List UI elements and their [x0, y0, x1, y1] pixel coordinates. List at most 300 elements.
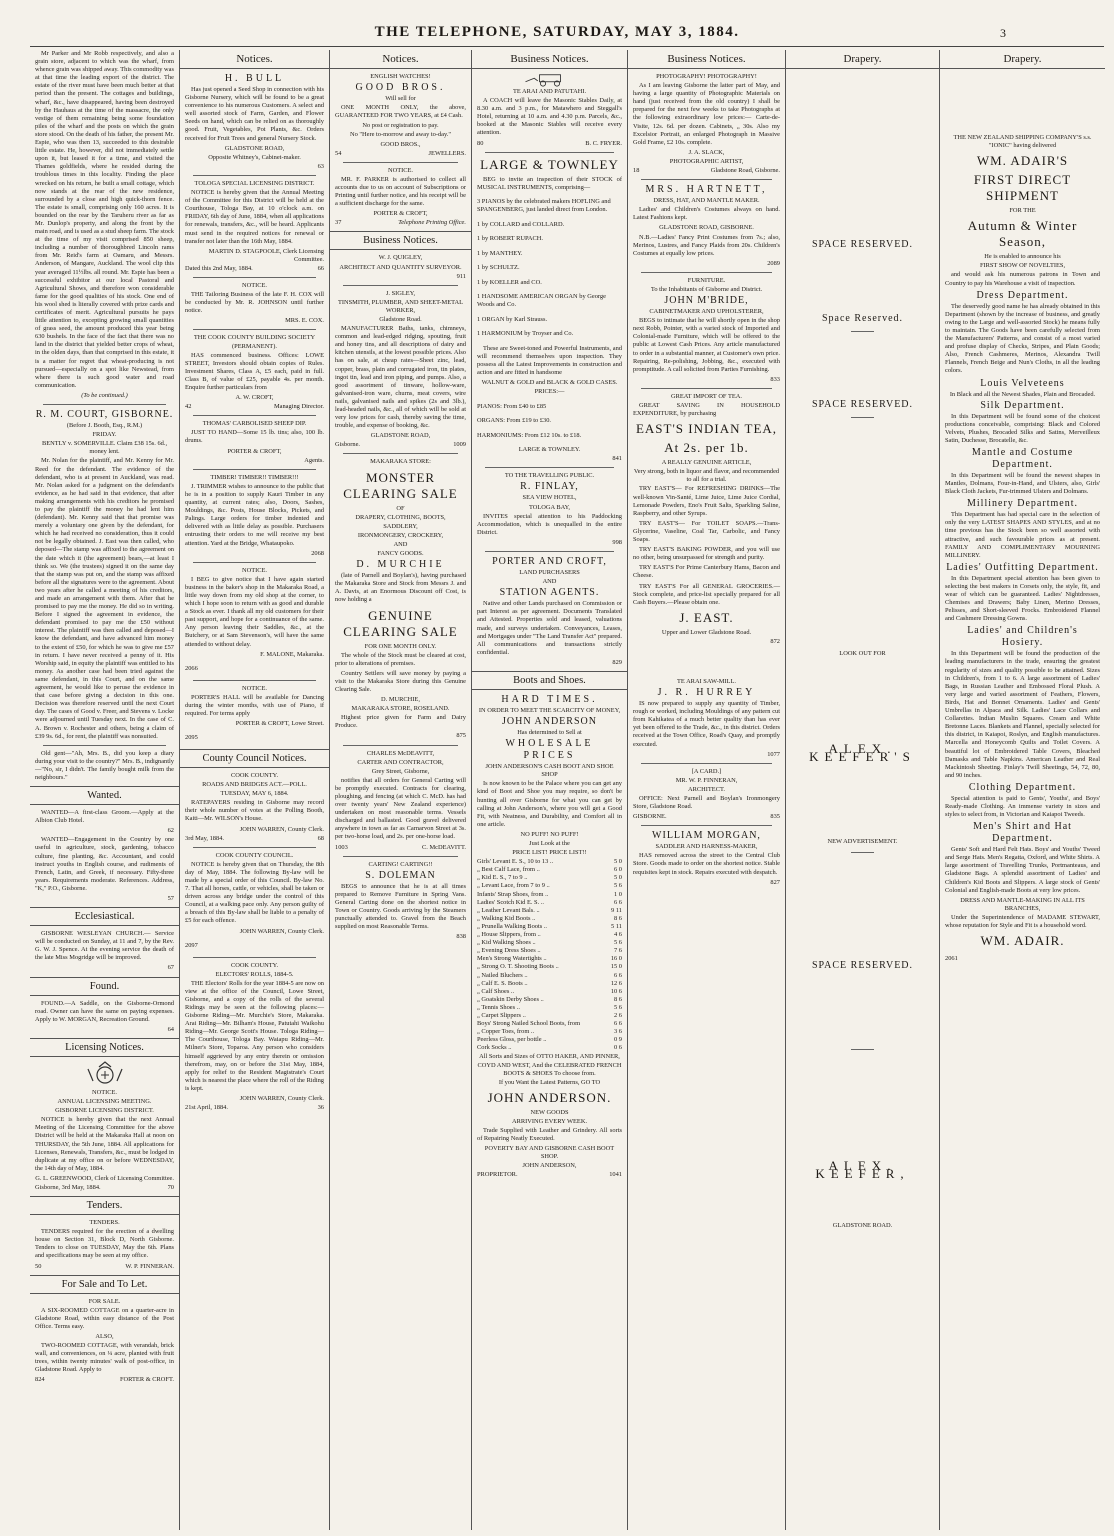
price-item: „ Goatskin Derby Shoes .. — [477, 995, 544, 1003]
notice-title: NOTICE. — [241, 684, 268, 692]
finneran-name: MR. W. P. FINNERAN, — [675, 776, 738, 784]
price-list-table — [477, 858, 622, 1052]
divider — [485, 152, 614, 153]
timber-title: TIMBER! TIMBER!! TIMBER!!! — [210, 473, 299, 481]
ad-number: 2095 — [185, 734, 198, 742]
porter-croft-sub-2: STATION AGENTS. — [499, 587, 600, 599]
council-dated: 21st April, 1884. — [185, 1104, 228, 1112]
east-tea-price: At 2s. per 1b. — [664, 440, 749, 456]
price-item: „ Carpet Slippers .. — [477, 1011, 526, 1019]
notice-title: NOTICE. — [241, 281, 268, 289]
divider — [641, 179, 772, 180]
price-item: „ Best Calf Lace, from .. — [477, 866, 540, 874]
murchie-month: FOR ONE MONTH ONLY. — [364, 642, 437, 650]
price-list-row — [477, 1020, 622, 1028]
anderson-shop: JOHN ANDERSON'S CASH BOOT AND SHOE SHOP — [485, 763, 614, 779]
carting-name: S. DOLEMAN — [365, 869, 436, 881]
trade-supplied: Trade Supplied with Leather and Grindery. All sorts of Repairing Neatly Executed. — [477, 1127, 622, 1143]
column-7 — [940, 50, 1105, 1530]
column-heading: Drapery. — [786, 50, 939, 69]
price-list-row — [477, 1004, 622, 1012]
finlay-title: TO THE TRAVELLING PUBLIC. — [504, 472, 595, 480]
article-text: Mr Parker and Mr Robb respectively, and also a grain store, adjacent to which was the wharf, from whence grain was shipped away. This commodity was at that time the leading export of the district. The estate of the river must have been much better at that period than the present. The cottages and buildings, wharf, &c., have disappeared, having been destroyed by the Hauhaus at the time of the massacre, the only vestige of them remaining being some foundation piles of the wharf and the posts on which the grain store stood. On the death of his father, the present Mr. Espie, who was then 13, succeeded to this desirable little estate. He, however, did not immediately settle upon it, but leased it for a time, and visited the Thames goldfields, where he resided during the troublous times in this locality. Finding the place wrecked on his return, he built a small cottage, which now stands at the rear of the new residence, surrounded by a close and high quick-thorn fence. The estate is small, comprising only 160 acres. It is bounded on the rear by the Taruheru river as far as Mr. Dunlop's property, and along the front by the main road, and is used as a stud sheep farm. The stock at the time of my visit comprised 850 sheep, including a number of thoroughbred Lincoln rams from Mr. Reid's farm at Oamaru, and Messrs. Anderson, of Mangare, Auckland. The wool clip this year averaged 11½lbs. all round. Mr. Espie has been a successful exhibitor at our local Pastoral and Agricultural Shows, and therefore won considerable fame for the good qualities of his stock. One end of his wool shed is literally covered with prize cards and certificates of merit. Agricultural pursuits he pays little attention to, excepting growing small quantities of grass seed, the amount produced this year being 630 bushels. In the face of the fact that there was no land in the district that yielded better crops of wheat, in the olden days, than that comprised in this estate, it is a matter for regret that wheat-producing is not pursued—especially on a spot like Newstead, from where there is such good water and road communication. — [35, 50, 174, 389]
mcdeavitt-signature: C. McDEAVITT. — [422, 843, 466, 851]
sale-ad-1: A SIX-ROOMED COTTAGE on a quarter-acre in Gladstone Road, within easy distance of the Post Office. Terms easy. — [35, 1306, 174, 1330]
mcdeavitt-name: CHARLES McDEAVITT, — [366, 749, 435, 757]
large-townley-text: These are Sweet-toned and Powerful Instruments, and will recommend themselves upon inspection. They possess all the Latest Improvements in construction and action and are fitted in handsome — [477, 344, 622, 377]
price-item: „ Copper Toes, from .. — [477, 1028, 535, 1036]
ad-number: 1009 — [453, 441, 466, 449]
instrument-item: 1 ORGAN by Karl Strauss. — [477, 315, 548, 323]
anderson-name: JOHN ANDERSON — [502, 716, 597, 728]
instrument-item: 1 by SCHULTZ. — [477, 264, 520, 272]
finneran-role: ARCHITECT. — [688, 785, 725, 793]
sigley-address-2: GLADSTONE ROAD, — [370, 432, 431, 440]
sawmill-title: TE ARAI SAW-MILL. — [677, 677, 736, 685]
makaraka-item: AND — [393, 540, 408, 548]
watch-text: ONE MONTH ONLY, the above, GUARANTEED FOR TWO YEARS, at £4 Cash. — [335, 104, 466, 120]
quigley-name: W. J. QUIGLEY, — [378, 254, 423, 262]
council-subtitle: ELECTORS' ROLLS, 1884-5. — [215, 970, 294, 978]
price-list-row — [477, 858, 622, 866]
coach-signature: B. C. FRYER. — [585, 139, 622, 147]
photography-signature: J. A. SLACK, — [688, 148, 725, 156]
new-advertisement: NEW ADVERTISEMENT. — [827, 838, 898, 846]
poverty-bay-shop: POVERTY BAY AND GISBORNE CASH BOOT SHOP. — [484, 1145, 615, 1161]
dept-millinery-heading: Millinery Department. — [967, 498, 1078, 510]
timber-text: J. TRIMMER wishes to announce to the public that he is in a position to supply Kauri Timber in any quantity, at current rates; also, Doors, Sashes, Mouldings, &c. Posts, House Blocks, Pickets, and Palings. Large orders for timber indented and delivered with as little delay as possible. Purchasers entrusting their orders to me will receive my best attention. Yard at the Bridge, Whataupoko. — [185, 482, 324, 547]
photography-text: As I am leaving Gisborne the latter part of May, and having a large quantity of Photographic Materials on hand (just received from the old country) I shall be prepared for the next few weeks to take Photographs at the following extraordinary low prices:— Carte-de-Visite, 12s. 6d. per dozen. Cabinets, „ 30s. Also my Excelsior Portrait, an enlarged Photograph in Massive Gold Frame, £2 10s. complete. — [633, 82, 780, 146]
dept-silk-text: In this Department will be found some of the choicest productions conceivable, comprising: Black and Colored Velvets, Plushes, Brocaded Silks and Satins, Merveilleux Satin, Duchesse, Brocatelle, &c. — [945, 412, 1100, 444]
tologa-title: TOLOGA SPECIAL LICENSING DISTRICT. — [194, 179, 315, 187]
price-list-row — [477, 1044, 622, 1052]
look-out-for: LOOK OUT FOR — [839, 650, 886, 657]
divider — [485, 551, 614, 552]
column-3 — [330, 50, 472, 1530]
bull-address: GLADSTONE ROAD, — [224, 144, 285, 152]
price-list-row — [477, 955, 622, 963]
price-value: 0 9 — [614, 1036, 622, 1044]
price-item: „ Kid Walking Shoes .. — [477, 939, 536, 947]
price-list-row — [477, 947, 622, 955]
watch-role: JEWELLERS. — [428, 149, 466, 157]
ad-number: 2061 — [945, 955, 958, 963]
price-item: Girls' Levant E. S., 10 to 13 .. — [477, 858, 554, 866]
ad-number: 2097 — [185, 942, 198, 950]
column-2 — [180, 50, 330, 1530]
dressmaking-text: Under the Superintendence of MADAME STEWART, whose reputation for Style and Fit is a household word. — [945, 913, 1100, 929]
price-list-row — [477, 980, 622, 988]
finneran-town: GISBORNE. — [633, 813, 667, 821]
anderson-signature: JOHN ANDERSON, — [522, 1162, 577, 1170]
column-5 — [628, 50, 786, 1530]
price-value: 6 6 — [614, 1020, 622, 1028]
price-list-row — [477, 899, 622, 907]
watch-seller: GOOD BROS. — [355, 82, 446, 94]
dept-louis-text: In Black and all the Newest Shades, Plain and Brocaded. — [949, 390, 1096, 398]
notice-text: PORTER'S HALL will be available for Dancing during the winter months, with use of Piano, if required. For terms apply — [185, 693, 324, 717]
divider — [193, 847, 316, 848]
dept-dress-heading: Dress Department. — [976, 289, 1069, 301]
hartnett-nb: N.B.—Ladies' Fancy Print Costumes from 7s.; also, Merinos, Lustres, and Fancy Plaids from 20s. Children's Costumes at equally low prices. — [633, 233, 780, 257]
porter-croft-sub-1: LAND PURCHASERS — [519, 569, 580, 577]
price-value: 10 6 — [610, 987, 622, 995]
column-heading: Notices. — [180, 50, 329, 69]
ad-number: 833 — [770, 375, 780, 383]
dressmaking-title: DRESS AND MANTLE-MAKING IN ALL ITS BRANCHES, — [960, 896, 1085, 912]
sigley-address: Gladstone Road. — [379, 315, 422, 323]
sale-also: ALSO, — [95, 1333, 114, 1340]
price-list-row — [477, 874, 622, 882]
divider — [193, 415, 316, 416]
east-item: TRY EAST'S— For TOILET SOAPS.—Trans-Glycerine, Vaseline, Coal Tar, Carbolic, and Fancy Soaps. — [633, 519, 780, 544]
church-notice: GISBORNE WESLEYAN CHURCH.— Service will be conducted on Sunday, at 11 and 7, by the Rev. G. W. J. Spence. At the evening service the death of the late Miss Mogridge will be improved. — [35, 930, 174, 962]
licensing-notice-label: NOTICE. — [91, 1088, 118, 1096]
article-continued: (To be continued.) — [81, 391, 128, 399]
price-value: 7 6 — [614, 947, 622, 955]
sigley-name: J. SIGLEY, — [385, 289, 416, 297]
dept-dress-text: The deservedly good name he has already obtained in this Department (shown by the increase of business, and greatly owing to the Large and well-assorted Stock) he means fully to maintain. The Goods have been carefully selected from the Manufacturers' Patterns, and consist of a most varied and profuse display of Checks, Stripes, and Plain Goods; Also, French Cashmeres, Merinos, Alexandra Twill Flannels, French Beige and Nun's Cloths, in all the leading colors. — [945, 302, 1100, 375]
price-item: „ Prunella Walking Boots .. — [477, 922, 548, 930]
price-value: 5 6 — [614, 1003, 622, 1011]
anderson-all-sorts: All Sorts and Sizes of OTTO HAKER, AND PINNER, COYD AND WEST, And the CELEBRATED FRENCH BOOTS & SHOES To choose from. — [477, 1053, 622, 1077]
mcdeavitt-text: notifies that all orders for General Carting will be promptly executed. Contracts for clearing, ploughing, and fencing (at which C. McD. has had over twenty years' New Zealand experience) undertaken on most reasonable terms. Vessels discharged and ballasted. Good gravel delivered anywhere in town as far as Carnarvon Street at 3s. per two-horse load, and 2s. per one-horse load. — [335, 776, 466, 841]
divider — [343, 162, 458, 163]
new-goods: NEW GOODS — [530, 1108, 569, 1116]
council-subtitle: ROADS AND BRIDGES ACT.—POLL. — [202, 781, 307, 789]
price-value: 3 6 — [614, 1028, 622, 1036]
divider — [193, 329, 316, 330]
hurrey-name: J. R. HURREY — [657, 687, 756, 699]
column-6 — [786, 50, 940, 1530]
price-item: „ Calf E. S. Boots .. — [477, 979, 528, 987]
finlay-text: INVITES special attention to his Paddocking Accommodation, which is unequalled in the entire District. — [477, 512, 622, 536]
keefer-name: ALEX. KEEFER, — [815, 1158, 910, 1182]
licensing-text: NOTICE is hereby given that the next Annual Meeting of the Licensing Committee for the above District will be held at the Makaraka Hall at noon on THURSDAY, the 5th June, 1884. All applications for Licenses, Renewals, Transfers, &c., must be lodged in duplicate at my office on or before WEDNESDAY, the 14th day of May, 1884. — [35, 1116, 174, 1172]
finlay-town: TOLOGA BAY, — [528, 503, 571, 511]
ad-number: 1003 — [335, 843, 348, 851]
anderson-big-name: JOHN ANDERSON. — [487, 1089, 612, 1105]
ad-number: 872 — [770, 637, 780, 645]
column-heading: Drapery. — [940, 50, 1105, 69]
column-4 — [472, 50, 628, 1530]
section-tenders: Tenders. — [30, 1196, 179, 1215]
first-show: FIRST SHOW OF NOVELTIES, — [979, 262, 1066, 270]
space-reserved: Space Reserved. — [821, 313, 904, 324]
east-signature: J. EAST. — [679, 609, 734, 625]
instrument-item: 1 by MANTHEY. — [477, 249, 523, 257]
sheep-dip-signature: PORTER & CROFT, — [227, 447, 282, 455]
anderson-text: Is now known to be the Palace where you can get any kind of Boot and Shoe you may require, so don't be hunting all over Gisborne for what you can get by calling at John Anderson's, where you will get a Good Fit, with Neatness, and Durability, and Comfort all in one article. — [477, 780, 622, 828]
watch-line-2: No "Here to-morrow and away to-day." — [350, 131, 451, 139]
court-title: R. M. COURT, GISBORNE. — [35, 409, 174, 421]
makaraka-of: OF — [396, 504, 405, 512]
ad-number: 1077 — [767, 750, 780, 758]
dept-mantle-heading: Mantle and Costume Department. — [971, 446, 1074, 470]
price-value: 1 0 — [614, 890, 622, 898]
makaraka-item: FANCY GOODS. — [377, 550, 424, 558]
ad-number: 57 — [167, 895, 174, 902]
council-text: RATEPAYERS residing in Gisborne may record their whole number of votes at the Polling Booth, Kaiti—Mr. WILSON's House. — [185, 799, 324, 823]
ad-number: 911 — [456, 272, 466, 280]
price-value: 6 6 — [614, 971, 622, 979]
hartnett-name: MRS. HARTNETT, — [645, 184, 768, 196]
instrument-item: 1 by KOELLER and CO. — [477, 278, 542, 286]
divider — [851, 331, 874, 332]
divider — [43, 404, 166, 405]
photography-address: Gladstone Road, Gisborne. — [710, 167, 780, 175]
quigley-text: ARCHITECT AND QUANTITY SURVEYOR. — [339, 263, 462, 271]
column-1 — [30, 50, 180, 1530]
court-text: Mr. Nolan for the plaintiff, and Mr. Kenny for Mr. Reed for the defendant. The evidence of the defendant, who is at present in Auckland, was read. Mr. Nolan asked for a judgment on the defendant's evidence, as he had said in that evidence, that after making arrangements with his creditors he promised to pay the plaintiff the money he had lent him (defendant). Mr. Kenny said that that promise was merely a voluntary one given by the defendant, for which he had received no consideration, thus it could not be legally obtained. J. East was then called, who deposed—The stamp was affixed to the agreement on the date which it (the agreement) bears,—at least I think so. We (the trustees) signed it on the same day that the stamp was put on, and the stamp was affixed before all the signatures were to the agreement. About two years after he called a meeting of his creditors, and made an arrangement with them. After that he promised to pay me the money. He did so in writing. Before I signed the agreement in evidence, the defendant promised to pay me the £50 without interest. The plaintiff was then called and deposed—I know the defendant, and have advanced him money to the extent of £50, for which he was to give me £57 in return. I have never received a penny of it. His Worship said, in equity the plaintiff was entitled to his money. As another case had been tried against the same defendant, in this Court, and on the same agreement, he would like to peruse the evidence in that case before giving a decision in this one. Decision was therefore reserved until the next Court day. The cases of Good v. Freer, and Stevens v. Locke were adjourned until Tuesday next. In the case of C. A. Brown v. Rochester and others, being a claim of £39 9s. 6d., for rent, the plaintiff was nonsuited. — [35, 457, 174, 740]
dept-mantle-text: In this Department will be found the newest shapes in Mantles, Dolmans, Four-in-Hand, and Ulsters, also, Girls' Black Cloth Jackets, Fur-trimmed Ulsters and Dolmans. — [945, 471, 1100, 496]
price-pianos: PIANOS: From £40 to £85 — [477, 402, 547, 410]
adair-name: WM. ADAIR'S — [976, 153, 1069, 169]
dept-hosiery-text: In this Department will be found the production of the leading manufacturers in the trade, ensuring the greatest regularity of sizes and quality possible to be attained. Sizes in Children's, from 1 to 6. A large assortment of Ladies' Bags, in Russian Leather and Embossed Floral Plush. A very large and varied assortment of Feathers, Flowers, Birds, Hat and Bonnet Ornaments. Ladies' and Gents' Umbrellas in Alpaca and Silk. Ladies' Lace Collars and Collarettes. Indian Muslin Squares. Cream and White Bretonne Laces. Blankets and Flannel, specially selected for this district, in Kaiapoi, Roslyn, and English manufactures. Marcella and Honeycomb Quilts and Toilet Covers. A beautiful lot of Embroidered Table Covers, Bleached Damasks and Table Napkins. American Leather and Real Mackintosh Sheeting. Finlay's Twill Sheetings, 54, 72, 80, and 90 inches. — [945, 650, 1100, 779]
price-item: „ Levant Lace, from 7 to 9 .. — [477, 882, 550, 890]
price-value: 0 6 — [614, 1044, 622, 1052]
dept-louis-heading: Louis Velveteens — [980, 377, 1065, 389]
mcdeavitt-address: Grey Street, Gisborne, — [371, 767, 430, 775]
instrument-item: 3 PIANOS by the celebrated makers HOFLING and SPANGENBERG, just landed direct from London. — [477, 198, 611, 214]
notice-signature: F. MALONE, Makaraka. — [260, 650, 324, 658]
ad-number: 70 — [167, 1183, 174, 1191]
column-heading: Business Notices. — [472, 50, 627, 69]
hard-times-title: HARD TIMES. — [501, 693, 598, 705]
price-value: 2 6 — [614, 1011, 622, 1019]
instrument-item: 1 by COLLARD and COLLARD. — [477, 220, 565, 228]
column-heading: Notices. — [330, 50, 471, 69]
dept-hosiery-heading: Ladies' and Children's Hosiery. — [967, 625, 1078, 649]
porter-croft-name: PORTER AND CROFT, — [492, 556, 607, 568]
no-puff: NO PUFF! NO PUFF! — [520, 830, 579, 838]
murchie-text-2: The whole of the Stock must be cleared at cost, prior to alterations of premises. — [335, 651, 466, 667]
coach-title: TE ARAI AND PATUTAHI. — [512, 88, 587, 95]
joke-text: Old gent—"Ah, Mrs. B., did you keep a diary during your visit to the country?" Mrs. B., indignantly—"No, sir, I didn't. The family bought milk from the neighbours." — [35, 749, 174, 781]
dept-shirt-heading: Men's Shirt and Hat Department. — [973, 821, 1072, 845]
council-title: COOK COUNTY COUNCIL. — [215, 851, 294, 859]
building-society-signature: A. W. CROFT, — [235, 394, 274, 402]
tea-text: GREAT SAVING IN HOUSEHOLD EXPENDITURE, by purchasing — [633, 402, 780, 418]
watch-title: ENGLISH WATCHES! — [370, 73, 431, 80]
divider — [641, 388, 772, 389]
ad-number: 80 — [477, 139, 484, 147]
space-reserved: SPACE RESERVED. — [811, 960, 914, 972]
price-value: 16 0 — [610, 955, 622, 963]
notice-signature: PORTER & CROFT, — [373, 210, 428, 218]
divider — [193, 175, 316, 176]
price-list-row — [477, 1012, 622, 1020]
photography-title: PHOTOGRAPHY! PHOTOGRAPHY! — [656, 73, 757, 80]
finlay-hotel: SEA VIEW HOTEL, — [522, 494, 577, 502]
licensing-title-1: ANNUAL LICENSING MEETING. — [57, 1098, 152, 1106]
ad-number: 838 — [456, 933, 466, 941]
price-value: 8 6 — [614, 995, 622, 1003]
divider — [193, 562, 316, 563]
price-list-row — [477, 923, 622, 931]
large-townley-title: LARGE & TOWNLEY — [480, 156, 619, 172]
ad-number: 68 — [317, 834, 324, 842]
ad-number: 63 — [317, 162, 324, 170]
instrument-item: 1 by ROBERT RUPACH. — [477, 235, 544, 243]
section-business-notices: Business Notices. — [330, 231, 471, 250]
notice-signature: PORTER & CROFT, Lowe Street. — [235, 719, 324, 727]
instrument-item: 1 HANDSOME AMERICAN ORGAN by George Woods and Co. — [477, 293, 606, 309]
makaraka-item: DRAPERY, CLOTHING, BOOTS, — [355, 513, 446, 521]
notice-text: MR. F. PARKER is authorised to collect all accounts due to us on account of Subscriptions or Printing until further notice, and his receipt will be a sufficient discharge for the same. — [335, 175, 466, 208]
sheep-dip-role: Agents. — [304, 456, 324, 464]
section-county-council: County Council Notices. — [180, 749, 329, 768]
court-day: FRIDAY. — [92, 431, 117, 439]
tea-heading: GREAT IMPORT OF TEA. — [671, 392, 742, 400]
divider — [851, 417, 874, 418]
just-look: Just Look at the — [529, 840, 570, 847]
mbride-name: JOHN M'BRIDE, — [664, 295, 749, 307]
council-signature: JOHN WARREN, County Clerk. — [239, 825, 324, 833]
ad-number: 62 — [167, 827, 174, 835]
section-boots-shoes: Boots and Shoes. — [472, 671, 627, 690]
east-item: TRY EAST'S BAKING POWDER, and you will use no other, being unsurpassed for strength and purity. — [633, 546, 780, 562]
tenders-text: TENDERS required for the erection of a dwelling house on Section 31, Block D, North Gisborne. Tenders to close on TUESDAY, May the 6th. Plans and specifications may be seen at my office. — [35, 1228, 174, 1260]
murchie-text-3: Country Settlers will save money by paying a visit to the Makaraka Store during this Genuine Clearing Sale. — [335, 669, 466, 693]
price-value: 5 6 — [614, 939, 622, 947]
court-before: (Before J. Booth, Esq., R.M.) — [66, 422, 143, 430]
newspaper-columns — [30, 50, 1105, 1530]
notice-title: NOTICE. — [241, 566, 268, 574]
porter-croft-and: AND — [542, 578, 557, 586]
space-reserved: SPACE RESERVED. — [811, 239, 914, 250]
tologa-text: NOTICE is hereby given that the Annual Meeting of the Committee for this District will be held at the Courthouse, Tologa Bay, at 10 o'clock a.m. on FRIDAY, 6th day of June, 1884, when all applications for renewals, transfers, &c., will be heard. Applicants must send in the required notices for renewal or transfer not later than the 16th May, 1884. — [185, 189, 324, 245]
price-item: „ Kid E. S., 7 to 9 .. — [477, 874, 528, 882]
price-item: Ladies' Scotch Kid E. S. .. — [477, 898, 545, 906]
finlay-name: R. FINLAY, — [520, 481, 579, 493]
price-list-row — [477, 931, 622, 939]
ad-number: 875 — [456, 732, 466, 740]
mbride-text: BEGS to intimate that he will shortly open in the shop next Robb, Pointer, with a varied stock of Imported and Colonial-made Furniture, which will be offered to the public at Lowest Cash Prices. Any article manufactured to order in a substantial manner, at Customer's own price. Repairing, Re-polishing, Jobbing, &c., executed with promptitude. A call solicited from Parties Furnishing. — [633, 317, 780, 373]
divider — [641, 763, 772, 764]
instrument-item: 1 HARMONIUM by Troyser and Co. — [477, 330, 574, 338]
price-list-row — [477, 907, 622, 915]
price-list-row — [477, 1036, 622, 1044]
notice-text: I BEG to give notice that I have again started business in the baker's shop in the Makaraka Road, a little way down from my old shop at the corner, to which I hope soon to return with as good and durable a Stock as ever. I thank all my old customers for their past support, and hope for a continuance of the same. Any person leaving their Saddles, &c., at the Butchery, or at Sam Stevenson's, will have the same attended to without delay. — [185, 575, 324, 648]
price-list-row — [477, 963, 622, 971]
divider — [485, 467, 614, 468]
season-title: Autumn & Winter Season, — [967, 218, 1078, 250]
divider — [343, 453, 458, 454]
coach-icon — [522, 73, 578, 87]
mbride-subtitle: CABINETMAKER AND UPHOLSTERER, — [649, 308, 764, 316]
found-notice: FOUND.—A Saddle, on the Gisborne-Ormond road. Owner can have the same on paying expenses. Apply to W. MORGAN, Recreation Ground. — [35, 999, 174, 1023]
tologa-date: Dated this 2nd May, 1884. — [185, 264, 253, 272]
east-address: Upper and Lower Gladstone Road. — [661, 628, 752, 636]
tea-desc: Very strong, both in liquor and flavor, and recommended to all for a trial. — [633, 468, 780, 484]
council-signature: JOHN WARREN, County Clerk. — [239, 1095, 324, 1102]
ad-number: 824 — [35, 1376, 45, 1384]
council-text: NOTICE is hereby given that on Thursday, the 8th day of May, 1884. The following By-law will be made by a special order of this Council. By-law No. 7. That all horses, cattle, or vehicles, shall be taken or driven across any bridge under the control of this Council, at a walking pace only. Any person guilty of a breach of this By-law shall be liable to a penalty of £5 for each offence. — [185, 860, 324, 925]
monster-sale-banner: MONSTER CLEARING SALE — [343, 469, 458, 501]
ad-number: 36 — [317, 1104, 324, 1112]
price-list-row — [477, 915, 622, 923]
anderson-role: PROPRIETOR. — [477, 1171, 518, 1179]
anderson-determined: Has determined to Sell at — [517, 729, 582, 737]
coach-text: A COACH will leave the Masonic Stables Daily, at 8.30 a.m. and 3 p.m., for Matawhero and Steggall's Hotel, returning at 10 a.m. and 4.30 p.m. Parcels, &c., booked at the Masonic Stables will receive every attention. — [477, 97, 622, 137]
price-list-row — [477, 882, 622, 890]
tenders-title: TENDERS. — [89, 1219, 120, 1227]
dept-shirt-text: Gents' Soft and Hard Felt Hats. Boys' and Youths' Tweed and Serge Hats. Men's Regatta, Oxford, and White Shirts. A large assortment of Travelling Trunks, Portmanteaus, and Gladstone Bags. A splendid assortment of Ladies' and Children's Kid Boots and Slippers. A large stock of Gents' Colonial and English-made Boots at very low prices. — [945, 846, 1100, 894]
divider — [343, 285, 458, 286]
wanted-ad-2: WANTED—Engagement in the Country by one useful in agriculture, stock, gardening, tobacco culture, fine planting, &c. Accountant, and could instruct youths in English course, and rudiments of French, Latin, and Greek, if necessary. Fifty-three years. Requirements moderate. References. Address, "K," P.O., Gisborne. — [35, 836, 174, 892]
price-item: Infants' Strap Shoes, from .. — [477, 890, 549, 898]
morgan-subtitle: SADDLER AND HARNESS-MAKER, — [655, 843, 758, 851]
ad-number: 54 — [335, 149, 342, 157]
section-found: Found. — [30, 977, 179, 996]
for-the: FOR THE — [1009, 207, 1036, 215]
price-value: 5 0 — [614, 858, 622, 866]
price-list-row — [477, 866, 622, 874]
price-item: „ Nailed Bluchers .. — [477, 971, 528, 979]
section-ecclesiastical: Ecclesiastical. — [30, 907, 179, 926]
murchie-name: D. MURCHIE — [356, 559, 445, 571]
makaraka-item: IRONMONGERY, CROCKERY, — [357, 531, 444, 539]
ad-number: 42 — [185, 403, 192, 411]
for-sale-title: FOR SALE. — [88, 1297, 121, 1305]
price-list-row — [477, 891, 622, 899]
divider — [193, 469, 316, 470]
price-value: 5 6 — [614, 882, 622, 890]
tea-subtitle: A REALLY GENUINE ARTICLE, — [661, 459, 752, 467]
sigley-subtitle: TINSMITH, PLUMBER, AND SHEET-METAL WORKER, — [337, 298, 464, 314]
building-society-text: HAS commenced business. Offices: LOWE STREET, Investors should obtain copies of Rules. Investment Shares, Class A, £5 each, paid in full. Class B, of value of £25, payable 4s. per month. Enquire further particulars from — [185, 351, 324, 391]
masthead-title: THE TELEPHONE, SATURDAY, MAY 3, 1884. — [374, 24, 740, 40]
east-item: TRY EAST'S— For REFRESHING DRINKS—The well-known Vin-Santé, Lime Juice, Lime Juice Cordial, Lemonade Powders, Eno's Fruit Salts, Sparkling Saline, Raspberry, and other Syrups. — [633, 485, 780, 517]
ad-number: 1041 — [609, 1171, 622, 1179]
dept-outfitting-heading: Ladies' Outfitting Department. — [946, 561, 1099, 573]
price-value: 6 0 — [614, 866, 622, 874]
east-tea-banner: EAST'S INDIAN TEA, — [635, 421, 778, 437]
price-item: Men's Strong Watertights .. — [477, 955, 547, 963]
price-value: 5 11 — [611, 922, 622, 930]
price-item: „ Strong O. T. Shooting Boots .. — [477, 963, 559, 971]
section-wanted: Wanted. — [30, 786, 179, 805]
divider — [851, 852, 874, 853]
ad-number: 18 — [633, 167, 640, 175]
bull-text: Has just opened a Seed Shop in connection with his Gisborne Nursery, which will be found to be a great convenience to his numerous Customers. A select and well assorted stock of Farm, Garden, and Flower Seeds on hand, which can be relied on as thoroughly good. Fruit, Vegetables, Pot Plants, &c. Orders received for Fruit Trees and general Nursery Stock. — [185, 86, 324, 142]
price-item: Boys' Strong Nailed School Boots, from — [477, 1020, 581, 1028]
sawmill-text: IS now prepared to supply any quantity of Timber, rough or worked, including Mouldings of any pattern cut from Kahikatea of a much better quality than has ever yet been offered to the Trade, &c., in this district. Orders received at the Town Office, Road's Quay, and promptly executed. — [633, 700, 780, 748]
divider — [343, 745, 458, 746]
section-licensing: Licensing Notices. — [30, 1038, 179, 1057]
price-value: 9 11 — [611, 906, 622, 914]
shipping-notice: THE NEW ZEALAND SHIPPING COMPANY'S s.s. "IONIC" having delivered — [953, 134, 1092, 150]
watch-line-1: No post or registration to pay. — [362, 122, 439, 130]
would-ask: and would ask his numerous patrons in Town and Country to pay his Warehouse a visit of inspection. — [945, 271, 1100, 287]
divider — [193, 680, 316, 681]
hartnett-subtitle: DRESS, HAT, AND MANTLE MAKER. — [653, 197, 760, 205]
prices-label: PRICES:— — [534, 388, 565, 396]
east-item: TRY EAST'S For Prime Canterbury Hams, Bacon and Cheese. — [633, 564, 780, 580]
dept-millinery-text: This Department has had special care in the selection of only the very LATEST SHAPES AND STYLES, and at no time previous has the Stock been so well assorted with attractive, and such favourable prices as at present. FAMILY AND COMPLIMENTARY MOURNING MILLINERY. — [945, 511, 1100, 559]
divider — [343, 856, 458, 857]
first-shipment: FIRST DIRECT SHIPMENT — [973, 172, 1072, 204]
sigley-text: MANUFACTURER Baths, tanks, chimneys, common and lead-edged ridging, spouting, fruit and honey tins, and all descriptions of dairy and kitchen utensils, at the lowest possible prices. Also has on sale, at cheap rates—Sheet zinc, lead, copper, brass, plain and corrugated iron, tin plates, ingot tin, lead and iron piping, and pumps. Also, a good assortment of tinware, hollow-ware, galvanised-iron ware, churns, meat covers, wire nails, galvanised nails and spikes (2s and 3lb.), lead-headed nails, &c., all of which will be sold at very low prices for cash, thereby saving the time, trouble, and expense of booking, &c. — [335, 325, 466, 430]
large-townley-signature: LARGE & TOWNLEY. — [518, 446, 581, 454]
council-signature: JOHN WARREN, County Clerk. — [239, 927, 324, 935]
ad-number: 829 — [612, 658, 622, 666]
price-item: „ Leather Levant Bals. .. — [477, 906, 540, 914]
dept-silk-heading: Silk Department. — [980, 399, 1065, 411]
hartnett-address: GLADSTONE ROAD, GISBORNE. — [659, 224, 754, 232]
large-townley-cases: WALNUT & GOLD and BLACK & GOLD CASES. — [481, 379, 618, 387]
